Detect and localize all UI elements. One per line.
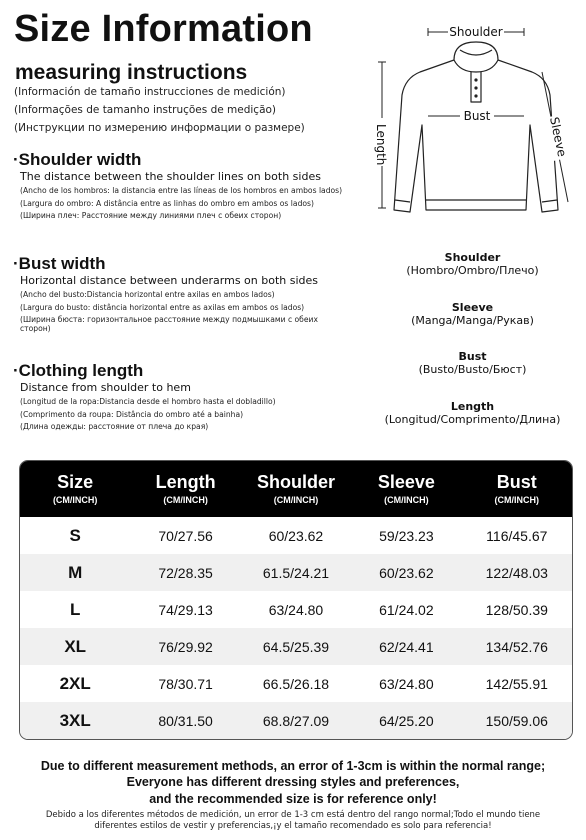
bust-cell: 116/45.67 bbox=[486, 527, 548, 544]
sweater-collar bbox=[454, 42, 498, 72]
section-translation: (Ширина плеч: Расстояние между линиями плеч с обеих сторон) bbox=[20, 211, 282, 220]
table-row bbox=[20, 628, 572, 665]
label-bust bbox=[370, 350, 575, 377]
note-line: Everyone has different dressing styles and preferences, bbox=[126, 775, 460, 790]
size-cell: L bbox=[70, 599, 81, 619]
section-translation: (Ancho de los hombros: la distancia entre las líneas de los hombros en ambos lados) bbox=[20, 186, 343, 196]
section-description: The distance between the shoulder lines on both sides bbox=[20, 169, 321, 183]
section-heading: ·Shoulder width bbox=[13, 150, 142, 169]
label-en: Length bbox=[450, 400, 495, 413]
table-row bbox=[20, 665, 572, 702]
section-description: Distance from shoulder to hem bbox=[20, 380, 191, 394]
label-translation: (Longitud/Comprimento/Длина) bbox=[384, 413, 561, 427]
bust-cell: 128/50.39 bbox=[485, 601, 548, 618]
column-header-shoulder bbox=[241, 461, 351, 517]
column-header-size bbox=[20, 461, 130, 517]
sleeve-cell: 64/25.20 bbox=[379, 712, 434, 729]
bust-cell: 142/55.91 bbox=[485, 675, 548, 692]
column-header-unit: (CM/INCH) bbox=[384, 494, 429, 505]
shoulder-cell: 60/23.62 bbox=[268, 527, 324, 544]
column-header-label: Bust bbox=[496, 471, 537, 492]
bust-cell: 122/48.03 bbox=[485, 564, 548, 581]
section-translation: (Длина одежды: расстояние от плеча до края) bbox=[20, 422, 209, 431]
measurement-note bbox=[0, 758, 586, 807]
length-cell: 78/30.71 bbox=[158, 675, 213, 692]
column-header-unit: (CM/INCH) bbox=[494, 494, 540, 505]
table-row bbox=[20, 591, 572, 628]
section-translation: (Ширина бюста: горизонтальное расстояние между подмышками с обеих сторон) bbox=[20, 315, 318, 334]
sleeve-cell: 61/24.02 bbox=[379, 601, 434, 618]
bust-cell: 134/52.76 bbox=[485, 638, 548, 655]
label-en: Shoulder bbox=[444, 251, 501, 264]
length-cell: 80/31.50 bbox=[158, 712, 213, 729]
table-row bbox=[20, 702, 572, 739]
size-cell: XL bbox=[64, 636, 87, 656]
shoulder-cell: 61.5/24.21 bbox=[262, 564, 330, 581]
shoulder-cell: 64.5/25.39 bbox=[262, 638, 330, 655]
section-translation: (Ancho del busto:Distancia horizontal entre axilas en ambos lados) bbox=[20, 290, 275, 300]
section-description: Horizontal distance between underarms on both sides bbox=[20, 273, 319, 287]
subtitle-translation-ru: (Инструкции по измерению информации о размере) bbox=[14, 122, 305, 134]
shoulder-cell: 68.8/27.09 bbox=[262, 712, 330, 729]
sleeve-cell: 60/23.62 bbox=[379, 564, 434, 581]
section-shoulder-width bbox=[13, 151, 343, 220]
note-line: Due to different measurement methods, an error of 1-3cm is within the normal range; bbox=[40, 759, 546, 773]
note-line: Debido a los diferentes métodos de medición, un error de 1-3 cm está dentro del rango normal;Todo el mundo tiene bbox=[45, 810, 541, 820]
diagram-bust-label: Bust bbox=[463, 109, 491, 123]
diagram-shoulder-label: Shoulder bbox=[449, 25, 503, 39]
sweater-outline bbox=[394, 60, 558, 212]
label-translation: (Hombro/Ombro/Плечо) bbox=[406, 264, 539, 278]
table-row bbox=[20, 554, 572, 591]
diagram-length-label: Length bbox=[374, 124, 388, 166]
sleeve-cell: 62/24.41 bbox=[379, 638, 434, 655]
section-translation: (Comprimento da roupa: Distância do ombro até a bainha) bbox=[20, 409, 244, 419]
column-header-label: Length bbox=[155, 471, 216, 492]
sweater-diagram bbox=[360, 20, 582, 235]
label-en: Bust bbox=[458, 350, 487, 363]
length-cell: 76/29.92 bbox=[158, 638, 213, 655]
subtitle-translation-es: (Información de tamaño instrucciones de medición) bbox=[14, 86, 286, 98]
shoulder-cell: 66.5/26.18 bbox=[262, 675, 330, 692]
label-translation: (Manga/Manga/Рукав) bbox=[411, 314, 534, 328]
label-translation: (Busto/Busto/Бюст) bbox=[418, 363, 527, 377]
page-title: Size Information bbox=[14, 8, 313, 50]
length-cell: 72/28.35 bbox=[158, 564, 213, 581]
size-cell: 2XL bbox=[59, 673, 91, 693]
column-header-unit: (CM/INCH) bbox=[273, 494, 319, 505]
label-en: Sleeve bbox=[451, 301, 494, 314]
shoulder-cell: 63/24.80 bbox=[268, 601, 324, 618]
size-cell: 3XL bbox=[59, 710, 91, 730]
measurement-note-translation bbox=[0, 810, 586, 832]
column-header-bust bbox=[462, 461, 572, 517]
column-header-label: Shoulder bbox=[256, 471, 335, 492]
size-table bbox=[19, 460, 573, 740]
length-cell: 74/29.13 bbox=[158, 601, 213, 618]
label-sleeve bbox=[370, 301, 575, 328]
length-cell: 70/27.56 bbox=[158, 527, 213, 544]
size-cell: S bbox=[69, 525, 81, 545]
subtitle-translation-pt: (Informações de tamanho instruções de medição) bbox=[14, 104, 277, 116]
column-header-label: Sleeve bbox=[377, 471, 435, 492]
column-header-unit: (CM/INCH) bbox=[163, 494, 208, 505]
section-bust-width bbox=[13, 255, 343, 334]
section-heading: ·Clothing length bbox=[13, 361, 144, 380]
table-header-row bbox=[20, 461, 572, 517]
column-header-label: Size bbox=[57, 471, 94, 492]
section-translation: (Largura do ombro: A distância entre as linhas do ombro em ambos os lados) bbox=[20, 198, 314, 208]
label-shoulder bbox=[370, 251, 575, 278]
section-translation: (Largura do busto: distância horizontal entre as axilas em ambos os lados) bbox=[20, 302, 305, 312]
table-row bbox=[20, 517, 572, 554]
page-subtitle: measuring instructions bbox=[15, 61, 248, 84]
sleeve-cell: 63/24.80 bbox=[379, 675, 434, 692]
column-header-sleeve bbox=[351, 461, 461, 517]
section-clothing-length bbox=[13, 362, 343, 431]
sleeve-cell: 59/23.23 bbox=[379, 527, 434, 544]
note-line: diferentes estilos de vestir y preferencias,¡y el tamaño recomendado es solo para referencia! bbox=[94, 821, 492, 832]
diagram-sleeve-label: Sleeve bbox=[547, 115, 570, 158]
column-header-length bbox=[130, 461, 240, 517]
note-line: and the recommended size is for reference only! bbox=[149, 791, 437, 806]
label-length bbox=[370, 400, 575, 427]
section-translation: (Longitud de la ropa:Distancia desde el hombro hasta el dobladillo) bbox=[20, 397, 276, 407]
section-heading: ·Bust width bbox=[13, 254, 106, 273]
size-cell: M bbox=[68, 562, 83, 582]
bust-cell: 150/59.06 bbox=[485, 712, 548, 729]
column-header-unit: (CM/INCH) bbox=[52, 494, 98, 505]
